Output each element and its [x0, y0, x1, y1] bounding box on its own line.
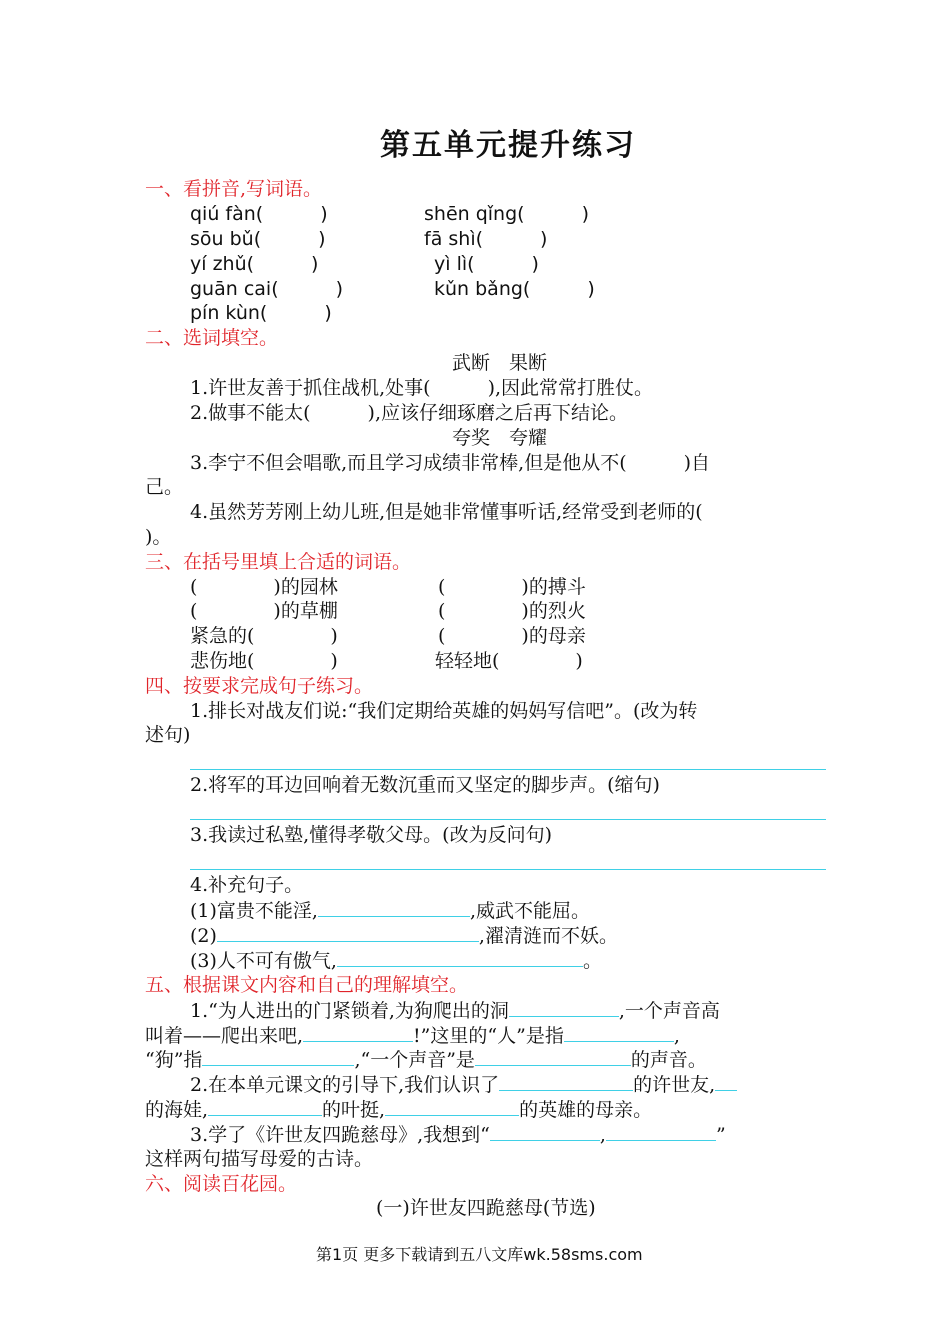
answer-line[interactable] — [190, 769, 826, 770]
fill-sentence: 1.“为人进出的门紧锁着,为狗爬出的洞 ,一个声音高 — [190, 1000, 720, 1022]
fill-sentence: 的海娃, 的叶挺, 的英雄的母亲。 — [145, 1099, 653, 1121]
fill-sentence: 2.在本单元课文的引导下,我们认识了 的许世友, — [190, 1072, 737, 1097]
question-text: 1.许世友善于抓住战机,处事( ),因此常常打胜仗。 — [190, 377, 654, 399]
answer-line[interactable] — [190, 869, 826, 870]
question-text: 2.做事不能太( ),应该仔细琢磨之后再下结论。 — [190, 402, 628, 424]
question-text: 己。 — [145, 476, 184, 498]
fill-sentence: (1)富贵不能淫, ,威武不能屈。 — [190, 900, 591, 922]
fill-blank[interactable] — [564, 1023, 674, 1042]
word-choice-group: 夸奖 夸耀 — [452, 427, 548, 449]
question-text: 3.李宁不但会唱歌,而且学习成绩非常棒,但是他从不( )自 — [190, 452, 711, 474]
pinyin-item: qiú fàn( ) — [190, 203, 328, 225]
fill-blank[interactable] — [475, 1047, 631, 1066]
phrase-item: 紧急的( ) — [190, 625, 338, 647]
phrase-item: ( )的搏斗 — [438, 576, 586, 598]
fill-sentence: (3)人不可有傲气, 。 — [190, 950, 602, 972]
fill-sentence: 3.学了《许世友四跪慈母》,我想到“ , ” — [190, 1124, 726, 1146]
phrase-item: ( )的烈火 — [438, 600, 586, 622]
fill-blank[interactable] — [217, 923, 479, 942]
question-text: )。 — [145, 526, 172, 548]
question-text: 3.我读过私塾,懂得孝敬父母。(改为反问句) — [190, 824, 552, 846]
section-3-heading: 三、在括号里填上合适的词语。 — [145, 551, 412, 573]
section-2-heading: 二、选词填空。 — [145, 327, 279, 349]
fill-sentence: 叫着——爬出来吧, !”这里的“人”是指 , — [145, 1025, 680, 1047]
reading-subtitle: (一)许世友四跪慈母(节选) — [376, 1197, 596, 1219]
question-text: 1.排长对战友们说:“我们定期给英雄的妈妈写信吧”。(改为转 — [190, 700, 698, 722]
fill-sentence: (2) ,濯清涟而不妖。 — [190, 925, 618, 947]
fill-blank[interactable] — [318, 898, 470, 917]
pinyin-item: pín kùn( ) — [190, 302, 332, 324]
section-5-heading: 五、根据课文内容和自己的理解填空。 — [145, 974, 469, 996]
fill-blank[interactable] — [606, 1122, 716, 1141]
fill-blank[interactable] — [715, 1072, 737, 1091]
pinyin-item: shēn qǐng( ) — [424, 203, 589, 225]
page-title: 第五单元提升练习 — [380, 128, 636, 163]
section-4-heading: 四、按要求完成句子练习。 — [145, 675, 374, 697]
phrase-item: 轻轻地( ) — [435, 650, 583, 672]
fill-blank[interactable] — [499, 1072, 633, 1091]
fill-blank[interactable] — [202, 1047, 354, 1066]
fill-blank[interactable] — [337, 948, 583, 967]
pinyin-item: kǔn bǎng( ) — [434, 278, 595, 300]
question-text: 4.补充句子。 — [190, 874, 304, 896]
section-1-heading: 一、看拼音,写词语。 — [145, 178, 323, 200]
question-text: 2.将军的耳边回响着无数沉重而又坚定的脚步声。(缩句) — [190, 774, 660, 796]
fill-sentence: “狗”指 ,“一个声音”是 的声音。 — [145, 1049, 707, 1071]
question-text: 述句) — [145, 724, 191, 746]
phrase-item: ( )的母亲 — [438, 625, 586, 647]
phrase-item: 悲伤地( ) — [190, 650, 338, 672]
pinyin-item: sōu bǔ( ) — [190, 228, 326, 250]
question-text: 这样两句描写母爱的古诗。 — [145, 1148, 374, 1170]
page-footer: 第1页 更多下载请到五八文库wk.58sms.com — [316, 1245, 643, 1264]
word-choice-group: 武断 果断 — [452, 352, 548, 374]
pinyin-item: guān cai( ) — [190, 278, 344, 300]
fill-blank[interactable] — [208, 1097, 322, 1116]
answer-line[interactable] — [190, 819, 826, 820]
pinyin-item: fā shì( ) — [424, 228, 548, 250]
phrase-item: ( )的草棚 — [190, 600, 338, 622]
section-6-heading: 六、阅读百花园。 — [145, 1173, 298, 1195]
fill-blank[interactable] — [509, 998, 619, 1017]
pinyin-item: yì lì( ) — [434, 253, 539, 275]
footer-link[interactable]: wk.58sms.com — [523, 1245, 643, 1264]
fill-blank[interactable] — [490, 1122, 600, 1141]
phrase-item: ( )的园林 — [190, 576, 338, 598]
fill-blank[interactable] — [385, 1097, 519, 1116]
pinyin-item: yí zhǔ( ) — [190, 253, 319, 275]
question-text: 4.虽然芳芳刚上幼儿班,但是她非常懂事听话,经常受到老师的( — [190, 501, 703, 523]
fill-blank[interactable] — [303, 1023, 413, 1042]
